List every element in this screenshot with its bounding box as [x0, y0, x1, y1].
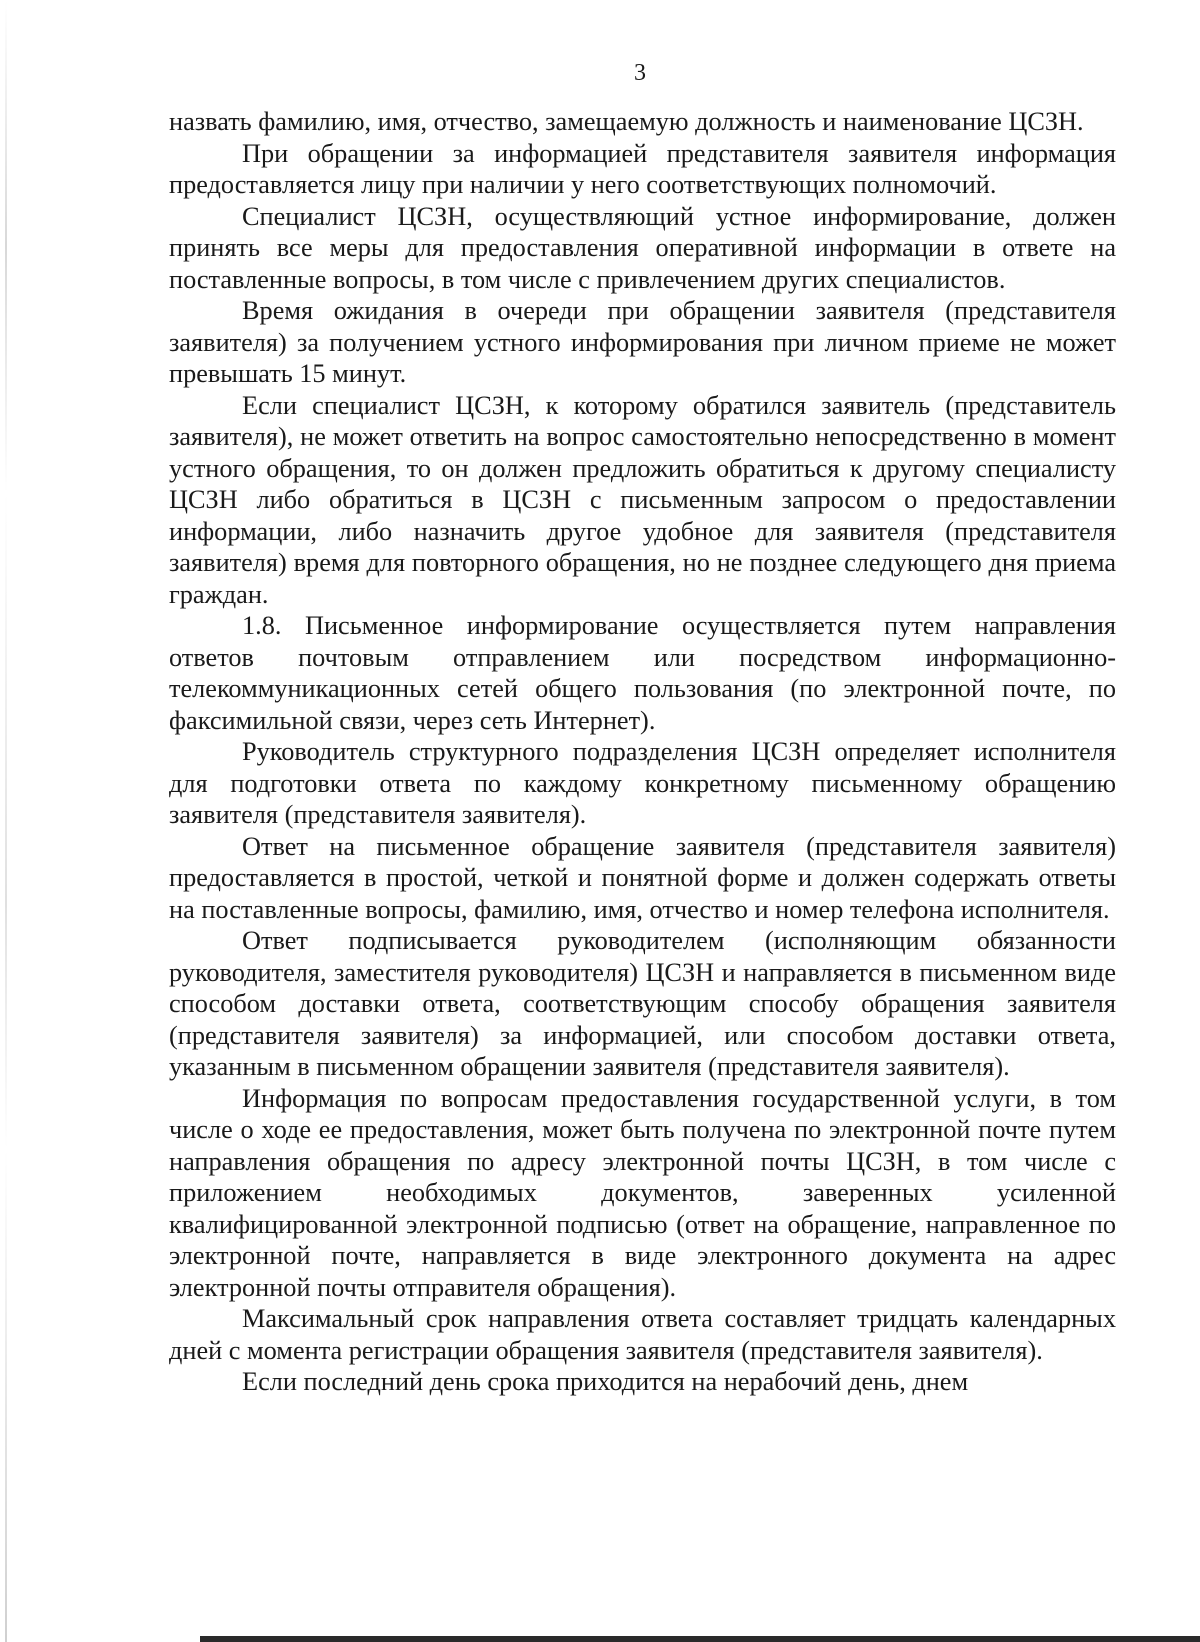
scan-edge: [5, 0, 7, 1642]
paragraph: Ответ подписывается руководителем (исполняющим обязанности руководителя, заместителя руководителя) ЦСЗН и направляется в письменном виде способом доставки ответа, соответствующим способу обращения заявителя (представителя заявителя) за информацией, или способом доставки ответа, указанным в письменном обращении заявителя (представителя заявителя).: [169, 926, 1116, 1081]
paragraph: Если специалист ЦСЗН, к которому обратился заявитель (представитель заявителя), не может ответить на вопрос самостоятельно непосредственно в момент устного обращения, то он должен предложить обратиться к другому специалисту ЦСЗН либо обратиться в ЦСЗН с письменным запросом о предоставлении информации, либо назначить другое удобное для заявителя (представителя заявителя) время для повторного обращения, но не позднее следующего дня приема граждан.: [169, 390, 1116, 609]
paragraph: Максимальный срок направления ответа составляет тридцать календарных дней с момента регистрации обращения заявителя (представителя заявителя).: [169, 1304, 1116, 1365]
paragraph: 1.8. Письменное информирование осуществляется путем направления ответов почтовым отправлением или посредством информационно-телекоммуникационных сетей общего пользования (по электронной почте, по факсимильной связи, через сеть Интернет).: [169, 611, 1116, 735]
paragraph: Информация по вопросам предоставления государственной услуги, в том числе о ходе ее предоставления, может быть получена по электронной почте путем направления обращения по адресу электронной почты ЦСЗН, в том числе с приложением необходимых документов, заверенных усиленной квалифицированной электронной подписью (ответ на обращение, направленное по электронной почте, направляется в виде электронного документа на адрес электронной почты отправителя обращения).: [169, 1083, 1116, 1302]
paragraph: Специалист ЦСЗН, осуществляющий устное информирование, должен принять все меры для предоставления оперативной информации в ответе на поставленные вопросы, в том числе с привлечением других специалистов.: [169, 201, 1116, 294]
paragraph: Если последний день срока приходится на нерабочий день, днем: [242, 1367, 969, 1396]
paragraph: назвать фамилию, имя, отчество, замещаемую должность и наименование ЦСЗН.: [169, 107, 1084, 136]
paragraph: Руководитель структурного подразделения ЦСЗН определяет исполнителя для подготовки ответа по каждому конкретному письменному обращению заявителя (представителя заявителя).: [169, 737, 1116, 829]
scan-edge: [200, 1636, 1200, 1642]
page-number: 3: [634, 60, 646, 86]
paragraph: Время ожидания в очереди при обращении заявителя (представителя заявителя) за получением устного информирования при личном приеме не может превышать 15 минут.: [169, 296, 1116, 388]
paragraph: Ответ на письменное обращение заявителя (представителя заявителя) предоставляется в простой, четкой и понятной форме и должен содержать ответы на поставленные вопросы, фамилию, имя, отчество и номер телефона исполнителя.: [169, 831, 1116, 924]
paragraph: При обращении за информацией представителя заявителя информация предоставляется лицу при наличии у него соответствующих полномочий.: [169, 138, 1116, 199]
document-body: [169, 106, 1116, 1398]
